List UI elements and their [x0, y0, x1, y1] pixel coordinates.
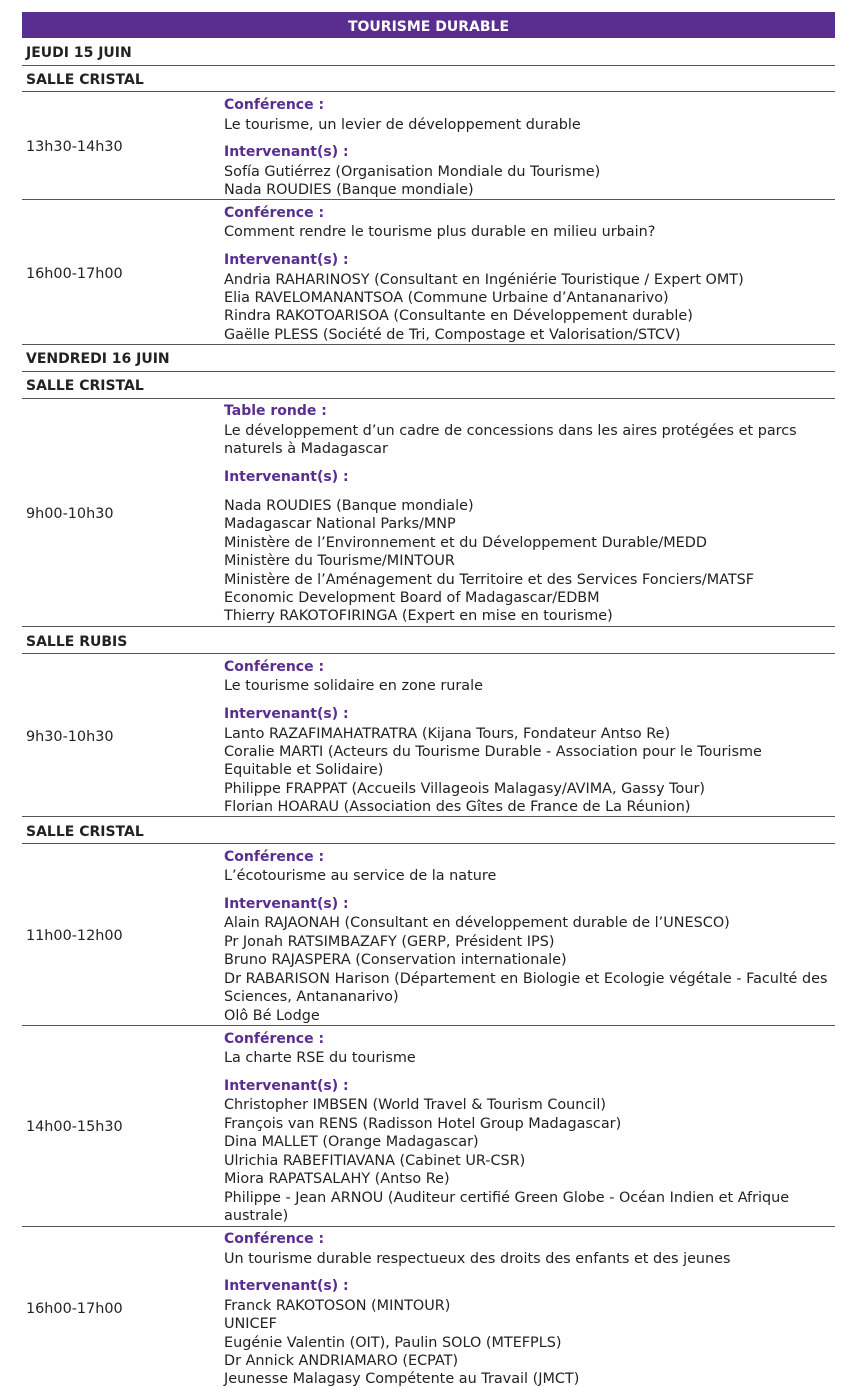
divider — [22, 344, 835, 345]
speaker: Jeunesse Malagasy Compétente au Travail (JMCT) — [224, 1371, 580, 1387]
session-type-label: Conférence : — [224, 205, 325, 221]
program-title: TOURISME DURABLE — [22, 12, 835, 38]
speaker: Ministère de l’Environnement et du Développement Durable/MEDD — [224, 535, 707, 551]
speaker: Coralie MARTI (Acteurs du Tourisme Durable - Association pour le Tourisme Equitable et Solidaire) — [224, 744, 762, 779]
speaker: Miora RAPATSALAHY (Antso Re) — [224, 1171, 450, 1187]
session-type-label: Conférence : — [224, 97, 325, 113]
session-time: 9h30-10h30 — [26, 729, 114, 745]
session-type-label: Conférence : — [224, 1031, 325, 1047]
speakers-label: Intervenant(s) : — [224, 896, 349, 912]
session-title: Le développement d’un cadre de concessions dans les aires protégées et parcs naturels à Madagascar — [224, 423, 797, 458]
speaker: Elia RAVELOMANANTSOA (Commune Urbaine d’Antananarivo) — [224, 290, 669, 306]
divider — [22, 653, 835, 654]
divider — [22, 91, 835, 92]
speakers-label: Intervenant(s) : — [224, 252, 349, 268]
speaker: Gaëlle PLESS (Société de Tri, Compostage et Valorisation/STCV) — [224, 327, 681, 343]
speaker: UNICEF — [224, 1316, 277, 1332]
divider — [22, 371, 835, 372]
session-time: 14h00-15h30 — [26, 1119, 123, 1135]
session-time: 13h30-14h30 — [26, 139, 123, 155]
speaker: Nada ROUDIES (Banque mondiale) — [224, 182, 474, 198]
speaker: Christopher IMBSEN (World Travel & Tourism Council) — [224, 1097, 606, 1113]
session-title: L’écotourisme au service de la nature — [224, 868, 497, 884]
divider — [22, 816, 835, 817]
speaker: Ulrichia RABEFITIAVANA (Cabinet UR-CSR) — [224, 1153, 526, 1169]
session-time: 11h00-12h00 — [26, 928, 123, 944]
speaker: Eugénie Valentin (OIT), Paulin SOLO (MTEFPLS) — [224, 1335, 562, 1351]
speaker: Madagascar National Parks/MNP — [224, 516, 456, 532]
speaker: Thierry RAKOTOFIRINGA (Expert en mise en tourisme) — [224, 608, 613, 624]
session-time: 16h00-17h00 — [26, 266, 123, 282]
divider — [22, 65, 835, 66]
speaker: Philippe FRAPPAT (Accueils Villageois Malagasy/AVIMA, Gassy Tour) — [224, 781, 705, 797]
session-type-label: Conférence : — [224, 659, 325, 675]
speaker: Ministère du Tourisme/MINTOUR — [224, 553, 455, 569]
speaker: Economic Development Board of Madagascar/EDBM — [224, 590, 600, 606]
session-time: 16h00-17h00 — [26, 1301, 123, 1317]
speakers-label: Intervenant(s) : — [224, 706, 349, 722]
speaker: Dr Annick ANDRIAMARO (ECPAT) — [224, 1353, 459, 1369]
speaker: François van RENS (Radisson Hotel Group Madagascar) — [224, 1116, 622, 1132]
divider — [22, 199, 835, 200]
speaker: Lanto RAZAFIMAHATRATRA (Kijana Tours, Fondateur Antso Re) — [224, 726, 671, 742]
speaker: Sofía Gutiérrez (Organisation Mondiale du Tourisme) — [224, 164, 601, 180]
speakers-label: Intervenant(s) : — [224, 1078, 349, 1094]
speaker: Dina MALLET (Orange Madagascar) — [224, 1134, 479, 1150]
session-type-label: Conférence : — [224, 849, 325, 865]
session-type-label: Conférence : — [224, 1231, 325, 1247]
session-title: Un tourisme durable respectueux des droits des enfants et des jeunes — [224, 1251, 731, 1267]
speaker: Ministère de l’Aménagement du Territoire et des Services Fonciers/MATSF — [224, 572, 755, 588]
speakers-label: Intervenant(s) : — [224, 144, 349, 160]
room-header: SALLE CRISTAL — [26, 378, 144, 394]
speaker: Alain RAJAONAH (Consultant en développement durable de l’UNESCO) — [224, 915, 730, 931]
divider — [22, 626, 835, 627]
session-type-label: Table ronde : — [224, 403, 327, 419]
session-title: Le tourisme solidaire en zone rurale — [224, 678, 483, 694]
room-header: SALLE CRISTAL — [26, 72, 144, 88]
session-title: Le tourisme, un levier de développement durable — [224, 117, 581, 133]
speaker: Olô Bé Lodge — [224, 1008, 320, 1024]
day-header: VENDREDI 16 JUIN — [26, 351, 170, 367]
divider — [22, 1226, 835, 1227]
session-time: 9h00-10h30 — [26, 506, 114, 522]
speaker: Nada ROUDIES (Banque mondiale) — [224, 498, 474, 514]
speaker: Franck RAKOTOSON (MINTOUR) — [224, 1298, 451, 1314]
session-title: La charte RSE du tourisme — [224, 1050, 416, 1066]
divider — [22, 398, 835, 399]
speakers-label: Intervenant(s) : — [224, 1278, 349, 1294]
speakers-label: Intervenant(s) : — [224, 469, 349, 485]
room-header: SALLE CRISTAL — [26, 824, 144, 840]
speaker: Bruno RAJASPERA (Conservation internationale) — [224, 952, 567, 968]
speaker: Pr Jonah RATSIMBAZAFY (GERP, Président IPS) — [224, 934, 555, 950]
divider — [22, 843, 835, 844]
room-header: SALLE RUBIS — [26, 634, 128, 650]
speaker: Philippe - Jean ARNOU (Auditeur certifié Green Globe - Océan Indien et Afrique australe) — [224, 1190, 790, 1225]
speaker: Andria RAHARINOSY (Consultant en Ingéniérie Touristique / Expert OMT) — [224, 272, 744, 288]
speaker: Rindra RAKOTOARISOA (Consultante en Développement durable) — [224, 308, 693, 324]
speaker: Dr RABARISON Harison (Département en Biologie et Ecologie végétale - Faculté des Sciences, Antananarivo) — [224, 971, 828, 1006]
divider — [22, 1025, 835, 1026]
day-header: JEUDI 15 JUIN — [26, 45, 132, 61]
speaker: Florian HOARAU (Association des Gîtes de France de La Réunion) — [224, 799, 691, 815]
session-title: Comment rendre le tourisme plus durable en milieu urbain? — [224, 224, 656, 240]
